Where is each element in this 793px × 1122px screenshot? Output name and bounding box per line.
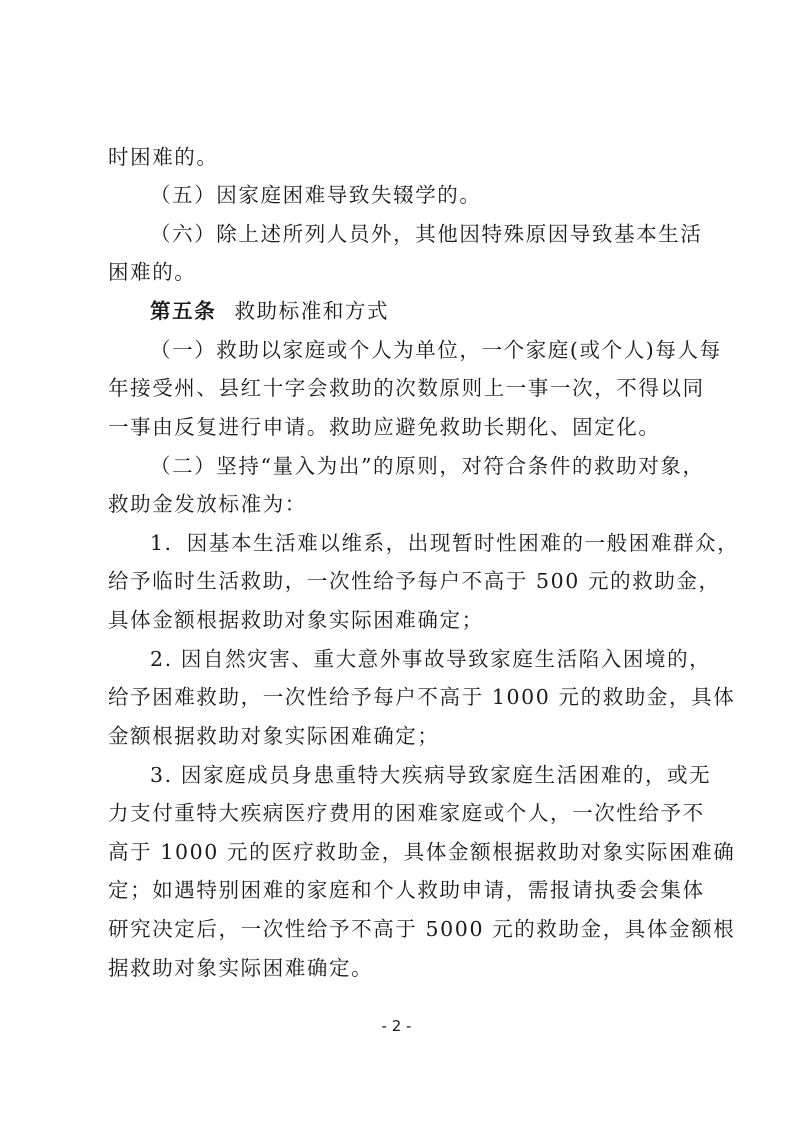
paragraph-line: 1．因基本生活难以维系，出现暂时性困难的一般困难群众， bbox=[150, 531, 740, 555]
paragraph-line: 据救助对象实际困难确定。 bbox=[108, 956, 374, 980]
article-title: 救助标准和方式 bbox=[234, 299, 390, 323]
paragraph-line: （五）因家庭困难导致失辍学的。 bbox=[150, 183, 482, 207]
paragraph-line: （一）救助以家庭或个人为单位，一个家庭(或个人)每人每 bbox=[150, 338, 722, 362]
paragraph-line: 时困难的。 bbox=[108, 145, 219, 169]
paragraph-line: 3. 因家庭成员身患重特大疾病导致家庭生活困难的，或无 bbox=[150, 763, 712, 787]
article-label: 第五条 bbox=[150, 299, 217, 323]
article-heading bbox=[150, 296, 389, 326]
paragraph-line: 金额根据救助对象实际困难确定； bbox=[108, 724, 440, 748]
paragraph-line: 2. 因自然灾害、重大意外事故导致家庭生活陷入困境的， bbox=[150, 647, 712, 671]
paragraph-line: 一事由反复进行申请。救助应避免救助长期化、固定化。 bbox=[108, 415, 661, 439]
paragraph-line: 力支付重特大疾病医疗费用的困难家庭或个人，一次性给予不 bbox=[108, 801, 705, 825]
paragraph-line: 具体金额根据救助对象实际困难确定； bbox=[108, 608, 484, 632]
paragraph-line: 给予困难救助，一次性给予每户不高于 1000 元的救助金，具体 bbox=[108, 685, 736, 709]
paragraph-line: 救助金发放标准为： bbox=[108, 492, 307, 516]
paragraph-line: 给予临时生活救助，一次性给予每户不高于 500 元的救助金， bbox=[108, 569, 721, 593]
paragraph-line: 研究决定后，一次性给予不高于 5000 元的救助金，具体金额根 bbox=[108, 917, 736, 941]
page-number: - 2 - bbox=[381, 1017, 412, 1035]
paragraph-line: 年接受州、县红十字会救助的次数原则上一事一次，不得以同 bbox=[108, 376, 705, 400]
paragraph-line: 困难的。 bbox=[108, 260, 197, 284]
paragraph-line: 定；如遇特别困难的家庭和个人救助申请，需报请执委会集体 bbox=[108, 878, 705, 902]
paragraph-line: （二）坚持“量入为出”的原则，对符合条件的救助对象， bbox=[150, 454, 705, 478]
paragraph-line: 高于 1000 元的医疗救助金，具体金额根据救助对象实际困难确 bbox=[108, 840, 736, 864]
paragraph-line: （六）除上述所列人员外，其他因特殊原因导致基本生活 bbox=[150, 222, 703, 246]
